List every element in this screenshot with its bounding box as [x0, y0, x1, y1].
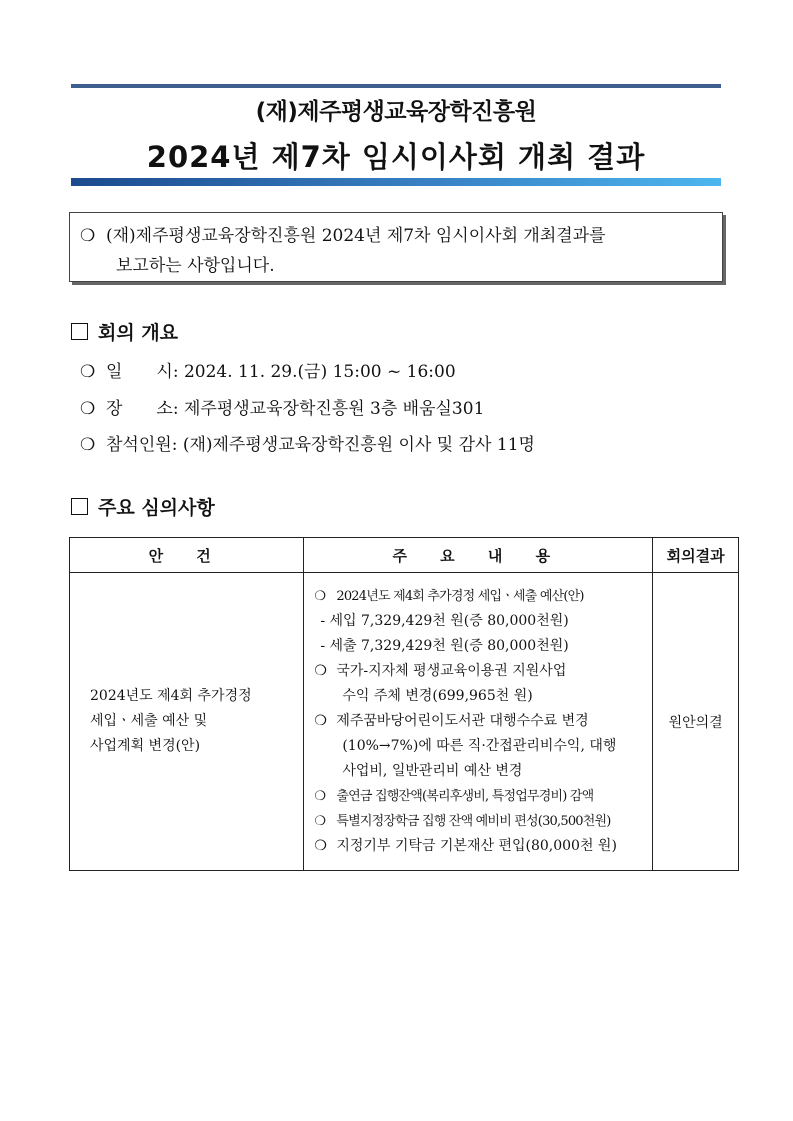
overview-item-label: 참석인원:: [106, 435, 178, 455]
overview-item-place: [80, 394, 484, 419]
section-heading-deliberation: [71, 493, 215, 520]
deliberation-heading-text: 주요 심의사항: [98, 497, 215, 519]
column-header-agenda: 안 건: [70, 538, 304, 573]
agenda-line: 세입ㆍ세출 예산 및: [90, 713, 208, 729]
circle-bullet-icon: ❍: [80, 362, 96, 382]
circle-bullet-icon: ❍: [314, 814, 326, 829]
deliberation-table: [69, 537, 739, 871]
content-item: ❍ 지정기부 기탁금 기본재산 편입(80,000천 원): [314, 834, 646, 859]
content-item: ❍ 제주꿈바당어린이도서관 대행수수료 변경: [314, 709, 646, 734]
content-item: 수익 주체 변경(699,965천 원): [342, 688, 533, 704]
circle-bullet-icon: ❍: [314, 713, 327, 729]
circle-bullet-icon: ❍: [314, 838, 327, 854]
circle-bullet-icon: ❍: [314, 789, 326, 804]
column-header-result: 회의결과: [653, 538, 739, 573]
document-title: 2024년 제7차 임시이사회 개최 결과: [146, 140, 646, 174]
content-item: ❍ 출연금 집행잔액(복리후생비, 특정업무경비) 감액: [314, 784, 646, 809]
content-item: ❍ 2024년도 제4회 추가경정 세입ㆍ세출 예산(안): [314, 584, 646, 609]
circle-bullet-icon: ❍: [80, 226, 96, 246]
overview-item-value: 2024. 11. 29.(금) 15:00 ~ 16:00: [183, 362, 456, 382]
circle-bullet-icon: ❍: [314, 663, 327, 679]
circle-bullet-icon: ❍: [80, 435, 96, 455]
header-gradient-rule: [71, 178, 721, 186]
summary-line-2: 보고하는 사항입니다.: [116, 256, 275, 276]
content-item: (10%→7%)에 따른 직·간접관리비수익, 대행: [342, 738, 617, 754]
section-heading-overview: [71, 318, 178, 345]
circle-bullet-icon: ❍: [80, 399, 96, 419]
summary-box: [69, 212, 723, 282]
overview-heading-text: 회의 개요: [98, 322, 179, 344]
summary-line-1: (재)제주평생교육장학진흥원 2024년 제7차 임시이사회 개최결과를: [106, 226, 606, 246]
result-cell: 원안의결: [653, 573, 739, 871]
agenda-line: 2024년도 제4회 추가경정: [90, 688, 252, 704]
content-item: 사업비, 일반관리비 예산 변경: [342, 763, 523, 779]
agenda-line: 사업계획 변경(안): [90, 738, 201, 754]
content-cell: [304, 573, 653, 871]
content-item: ❍ 특별지정장학금 집행 잔액 예비비 편성(30,500천원): [314, 809, 646, 834]
table-row: [70, 573, 739, 871]
overview-item-label: 일 시:: [106, 362, 179, 382]
circle-bullet-icon: ❍: [314, 589, 326, 604]
square-bullet-icon: [71, 498, 88, 515]
content-item: - 세출 7,329,429천 원(증 80,000천원): [320, 638, 569, 654]
organization-name: (재)제주평생교육장학진흥원: [255, 99, 537, 125]
overview-item-attendees: [80, 430, 535, 455]
overview-item-label: 장 소:: [106, 399, 179, 419]
agenda-cell: [70, 573, 304, 871]
overview-item-datetime: [80, 357, 456, 382]
column-header-content: 주 요 내 용: [304, 538, 653, 573]
content-item: ❍ 국가-지자체 평생교육이용권 지원사업: [314, 659, 646, 684]
table-header-row: [70, 538, 739, 573]
overview-item-value: 제주평생교육장학진흥원 3층 배움실301: [183, 399, 485, 419]
content-item: - 세입 7,329,429천 원(증 80,000천원): [320, 613, 569, 629]
overview-item-value: (재)제주평생교육장학진흥원 이사 및 감사 11명: [182, 435, 535, 455]
header-top-rule: [71, 84, 721, 88]
square-bullet-icon: [71, 323, 88, 340]
